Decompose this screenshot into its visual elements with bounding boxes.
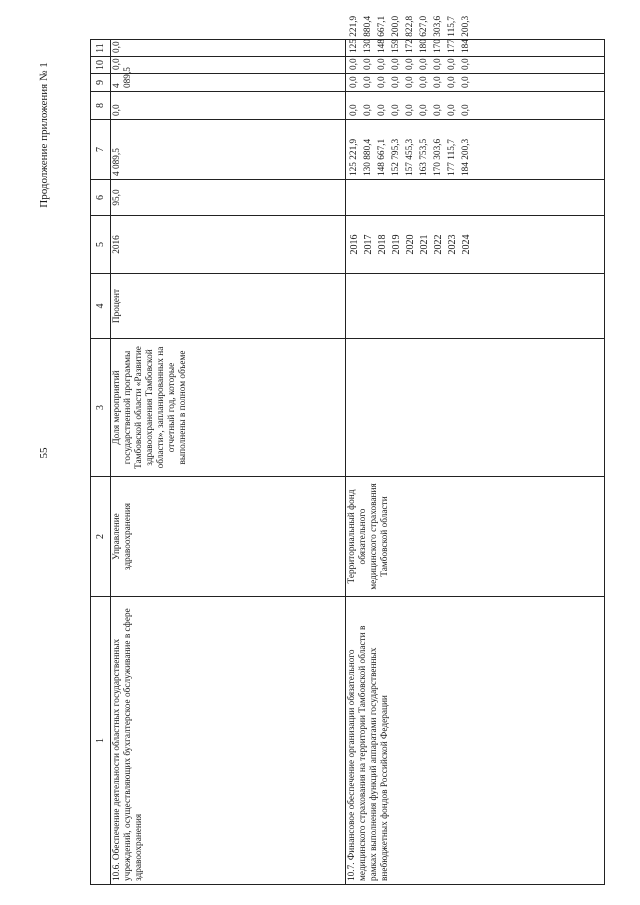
- row-10-7-col9-line: 0,0: [419, 76, 430, 88]
- row-10-7-col11: [346, 15, 605, 57]
- row-10-7-years-line: 2024: [461, 234, 473, 255]
- row-10-6-col11: 0,0: [111, 40, 346, 57]
- row-10-7-col10: [346, 57, 605, 74]
- row-10-6-indicator: Доля мероприятий государственной программы Тамбовской области «Развитие здравоохранения Тамбовской области», запланированных на отчетный год, которые выполнены в полном объеме: [111, 339, 346, 477]
- row-10-7-col9-line: 0,0: [377, 76, 388, 88]
- row-10-7-col11-line: 148 667,1: [377, 15, 388, 53]
- column-number-row: [91, 40, 111, 885]
- row-10-7-col7-line: 184 200,3: [461, 138, 472, 176]
- row-10-7-col7-line: 177 115,7: [447, 139, 458, 176]
- row-10-7-col8-line: 0,0: [391, 104, 402, 116]
- row-10-7-col7-line: 148 667,1: [377, 138, 388, 176]
- row-10-7-col10-line: 0,0: [377, 58, 388, 70]
- row-10-7-col10-line: 0,0: [461, 58, 472, 70]
- col-num-4: 4: [91, 274, 111, 339]
- row-10-7-col8-line: 0,0: [419, 104, 430, 116]
- row-10-7-col7: [346, 120, 605, 180]
- row-10-7-years-line: 2022: [433, 234, 445, 255]
- row-10-6-unit: Процент: [111, 274, 346, 339]
- row-10-7-col8-line: 0,0: [349, 104, 360, 116]
- col-num-7: 7: [91, 120, 111, 180]
- row-10-6-col9: 4 089,5: [111, 74, 346, 92]
- row-10-7-col11-line: 184 200,3: [461, 15, 472, 53]
- col-num-9: 9: [91, 74, 111, 92]
- row-10-7-col11-line: 130 880,4: [363, 15, 374, 53]
- row-10-7-col8-line: 0,0: [433, 104, 444, 116]
- col-num-10: 10: [91, 57, 111, 74]
- data-table: [90, 15, 605, 885]
- row-10-7-col11-line: 125 221,9: [349, 15, 360, 53]
- row-10-7-executor: Территориальный фонд обязательного медицинского страхования Тамбовской области: [346, 477, 605, 597]
- row-10-6-year: 2016: [111, 216, 346, 274]
- row-10-7-col9-line: 0,0: [447, 76, 458, 88]
- row-10-7-col7-line: 125 221,9: [349, 138, 360, 176]
- row-10-7-col7-line: 170 303,6: [433, 138, 444, 176]
- continuation-header: Продолжение приложения № 1: [38, 62, 50, 208]
- row-10-7-target-value: [346, 180, 605, 216]
- row-10-7-name: 10.7. Финансовое обеспечение организации обязательного медицинского страхования на территории Тамбовской области в рамках выполнения функций аппаратами государственных внебюджетных фондов Российской Федерации: [346, 597, 605, 885]
- row-10-7-col10-line: 0,0: [419, 58, 430, 70]
- row-10-7-col8-line: 0,0: [447, 104, 458, 116]
- table-row: [111, 40, 346, 885]
- row-10-6-col10: 0,0: [111, 57, 346, 74]
- row-10-6-name: 10.6. Обеспечение деятельности областных государственных учреждений, осуществляющих бухгалтерское обслуживание в сфере здравоохранения: [111, 597, 346, 885]
- row-10-6-target-value: 95,0: [111, 180, 346, 216]
- row-10-7-col7-line: 130 880,4: [363, 138, 374, 176]
- row-10-7-col9-line: 0,0: [433, 76, 444, 88]
- col-num-8: 8: [91, 92, 111, 120]
- row-10-7-col8: [346, 92, 605, 120]
- row-10-6-executor: Управление здравоохранения: [111, 477, 346, 597]
- row-10-7-col9-line: 0,0: [461, 76, 472, 88]
- row-10-7-col10-line: 0,0: [405, 58, 416, 70]
- row-10-7-col8-line: 0,0: [461, 104, 472, 116]
- row-10-7-years-line: 2020: [405, 234, 417, 255]
- row-10-7-col7-line: 152 795,3: [391, 138, 402, 176]
- row-10-7-years-line: 2017: [363, 234, 375, 255]
- row-10-7-col7-line: 163 753,5: [419, 138, 430, 176]
- table-row: [346, 40, 605, 885]
- page-number: 55: [38, 447, 50, 459]
- row-10-7-indicator: [346, 339, 605, 477]
- row-10-7-col8-line: 0,0: [377, 104, 388, 116]
- row-10-6-col7: 4 089,5: [111, 120, 346, 180]
- col-num-6: 6: [91, 180, 111, 216]
- row-10-7-years-line: 2021: [419, 234, 431, 255]
- row-10-7-col9: [346, 74, 605, 92]
- col-num-1: 1: [91, 597, 111, 885]
- row-10-7-col10-line: 0,0: [433, 58, 444, 70]
- row-10-7-col7-line: 157 455,3: [405, 138, 416, 176]
- budget-table: [90, 15, 605, 885]
- row-10-7-col9-line: 0,0: [405, 76, 416, 88]
- row-10-7-col11-line: 177 115,7: [447, 16, 458, 53]
- row-10-7-col9-line: 0,0: [391, 76, 402, 88]
- row-10-7-unit: [346, 274, 605, 339]
- row-10-7-col9-line: 0,0: [363, 76, 374, 88]
- row-10-7-years: [346, 216, 605, 274]
- col-num-3: 3: [91, 339, 111, 477]
- row-10-7-col10-line: 0,0: [391, 58, 402, 70]
- row-10-7-col11-line: 159 200,0: [391, 15, 402, 53]
- row-10-7-col8-line: 0,0: [363, 104, 374, 116]
- row-10-7-col10-line: 0,0: [363, 58, 374, 70]
- row-10-7-years-line: 2018: [377, 234, 389, 255]
- row-10-7-years-line: 2016: [349, 234, 361, 255]
- col-num-2: 2: [91, 477, 111, 597]
- row-10-7-col11-line: 170 303,6: [433, 15, 444, 53]
- row-10-7-col9-line: 0,0: [349, 76, 360, 88]
- row-10-7-col10-line: 0,0: [447, 58, 458, 70]
- col-num-11: 11: [91, 40, 111, 57]
- col-num-5: 5: [91, 216, 111, 274]
- row-10-7-col10-line: 0,0: [349, 58, 360, 70]
- row-10-7-years-line: 2023: [447, 234, 459, 255]
- row-10-7-col11-line: 172 822,8: [405, 15, 416, 53]
- row-10-6-col8: 0,0: [111, 92, 346, 120]
- row-10-7-col8-line: 0,0: [405, 104, 416, 116]
- row-10-7-col11-line: 180 627,0: [419, 15, 430, 53]
- row-10-7-years-line: 2019: [391, 234, 403, 255]
